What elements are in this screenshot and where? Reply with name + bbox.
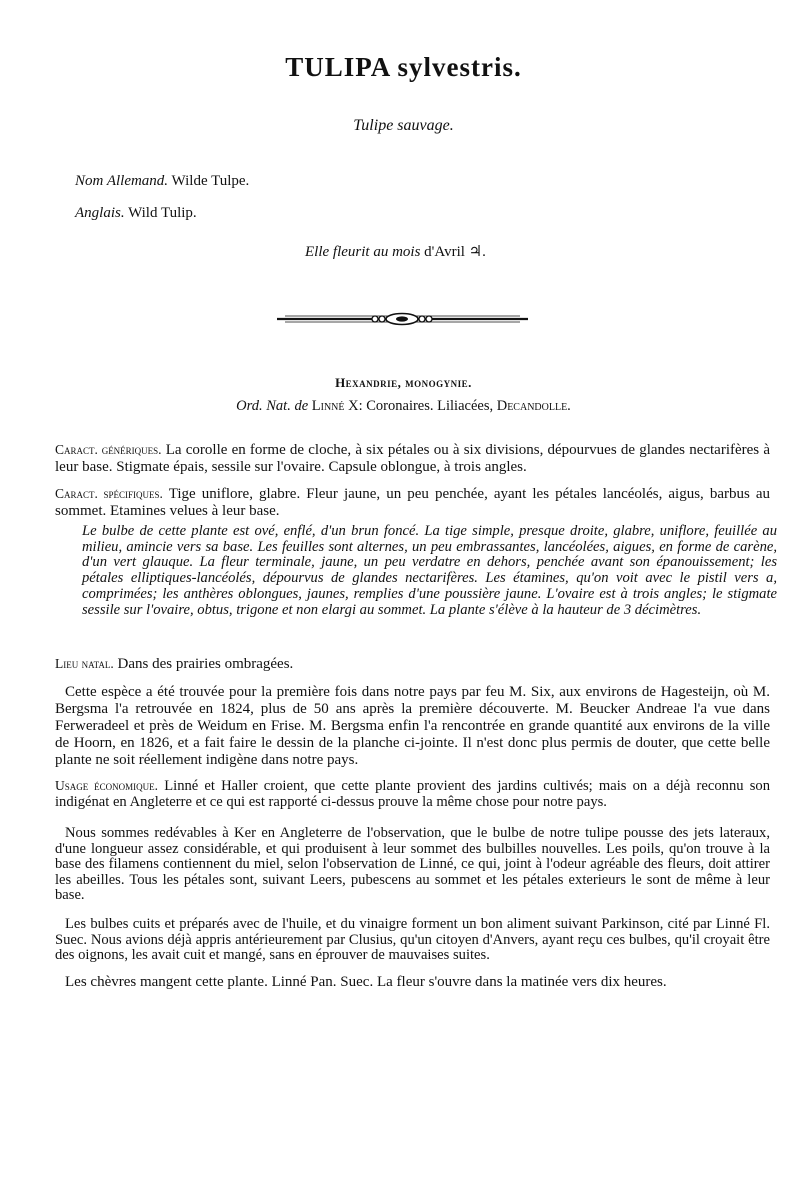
families-text: Coronaires. Liliacées, bbox=[366, 398, 494, 414]
natural-order-line bbox=[0, 398, 807, 415]
ord-de: de bbox=[294, 398, 309, 414]
classification-title: Hexandrie, monogynie. bbox=[335, 375, 472, 390]
observation-paragraph: Nous sommes redévables à Ker en Angleterre de l'observation, que le bulbe de notre tulipe pousse des jets lateraux, d'une longueur assez considérable, et qui produisent à leur sommet des bulbilles nouvelles. Les poils, qu'on trouve à la base des filamens contiennent du miel, selon l'observation de Linné, ce qui, joint à l'odeur agréable des fleurs, doit attirer les abeilles. Tous les pétales sont, suivant Leers, pubescens au sommet et les pétales exterieurs le sont de même à leur base. bbox=[55, 825, 770, 903]
ornament-divider bbox=[275, 311, 530, 327]
flowering-label: Elle fleurit au mois bbox=[305, 244, 421, 260]
german-name-value: Wilde Tulpe. bbox=[171, 173, 250, 189]
specific-characters-text: Tige uniflore, glabre. Fleur jaune, un peu penchée, ayant les pétales lancéolés, aigus, barbus au sommet. Etamines velues à leur base. bbox=[55, 486, 770, 519]
specific-characters-label: Caract. spécifiques. bbox=[55, 486, 163, 501]
discovery-history-paragraph: Cette espèce a été trouvée pour la première fois dans notre pays par feu M. Six, aux environs de Hagesteijn, où M. Bergsma l'a retrouvée en 1824, plus de 50 ans après la première découverte. M. Beucker Andreae l'a vue dans Ferweradeel et près de Weidum en Frise. M. Bergsma enfin l'a rencontrée en grande quantité aux environs de la ville de Hoorn, en 1826, et a fait faire le dessin de la planche ci-jointe. Il n'est donc plus permis de douter, que cette belle plante ne soit réellement indigène dans notre pays. bbox=[55, 684, 770, 768]
german-name-label: Nom Allemand. bbox=[75, 173, 169, 189]
economic-use-paragraph bbox=[55, 778, 770, 810]
english-name-value: Wild Tulip. bbox=[128, 205, 197, 221]
generic-characters-label: Caract. génériques. bbox=[55, 442, 162, 457]
flowering-value: d'Avril ♃. bbox=[424, 244, 486, 260]
english-name-label: Anglais. bbox=[75, 205, 125, 221]
generic-characters-text: La corolle en forme de cloche, à six pétales ou à six divisions, dépourvues de glandes nectarifères à leur base. Stigmate épais, sessile sur l'ovaire. Capsule oblongue, à trois angles. bbox=[55, 442, 770, 475]
decandolle-ref: Decandolle. bbox=[496, 398, 571, 414]
economic-use-text: Linné et Haller croient, que cette plante provient des jardins cultivés; mais on a déjà reconnu son indigénat en Angleterre et ce qui est rapporté ci-dessus prouve la même chose pour notre pays. bbox=[55, 778, 770, 810]
economic-use-label: Usage économique. bbox=[55, 778, 159, 793]
page-title: TULIPA sylvestris. bbox=[285, 52, 522, 82]
generic-characters-paragraph bbox=[55, 441, 770, 476]
specific-characters-paragraph bbox=[55, 485, 770, 520]
bulbs-use-paragraph: Les bulbes cuits et préparés avec de l'huile, et du vinaigre forment un bon aliment suivant Parkinson, cité par Linné Fl. Suec. Nous avions déjà appris antérieurement par Clusius, qu'un citoyen d'Anvers, ayant reçu ces bulbes, qu'il croyait être des oignons, les avait cuit et mangé, sans en éprouver de mauvaises suites. bbox=[55, 916, 770, 963]
plant-description-paragraph: Le bulbe de cette plante est ové, enflé, d'un brun foncé. La tige simple, presque droite, glabre, uniflore, feuillée au milieu, amincie vers sa base. Les feuilles sont alternes, un peu embrassantes, lancéolées, aigues, en forme de carène, d'un vert glauque. La fleur terminale, jaune, un peu verdatre en dehors, penchée avant son épanouissement; les pétales elliptiques-lancéolés, dépourvus de glandes nectarifères. Les étamines, qu'on voit avec le pistil vers a, comprimées; les anthères oblongues, jaunes, remplies d'une poussière jaune. L'ovaire est à trois angles; le stigmate sessile sur l'ovaire, obtus, trigone et non elargi au sommet. La plante s'élève à la hauteur de 3 décimètres. bbox=[82, 523, 777, 618]
german-name-line bbox=[75, 173, 249, 190]
native-habitat-text: Dans des prairies ombragées. bbox=[117, 656, 294, 672]
native-habitat-paragraph bbox=[55, 655, 770, 673]
ord-label: Ord. Nat. bbox=[236, 398, 291, 414]
page-subtitle: Tulipe sauvage. bbox=[353, 117, 454, 134]
english-name-line bbox=[75, 205, 197, 222]
native-habitat-label: Lieu natal. bbox=[55, 656, 114, 671]
linne-ref: Linné X: bbox=[311, 398, 363, 414]
flowering-line bbox=[305, 242, 486, 261]
goats-paragraph: Les chèvres mangent cette plante. Linné Pan. Suec. La fleur s'ouvre dans la matinée vers dix heures. bbox=[65, 974, 667, 990]
